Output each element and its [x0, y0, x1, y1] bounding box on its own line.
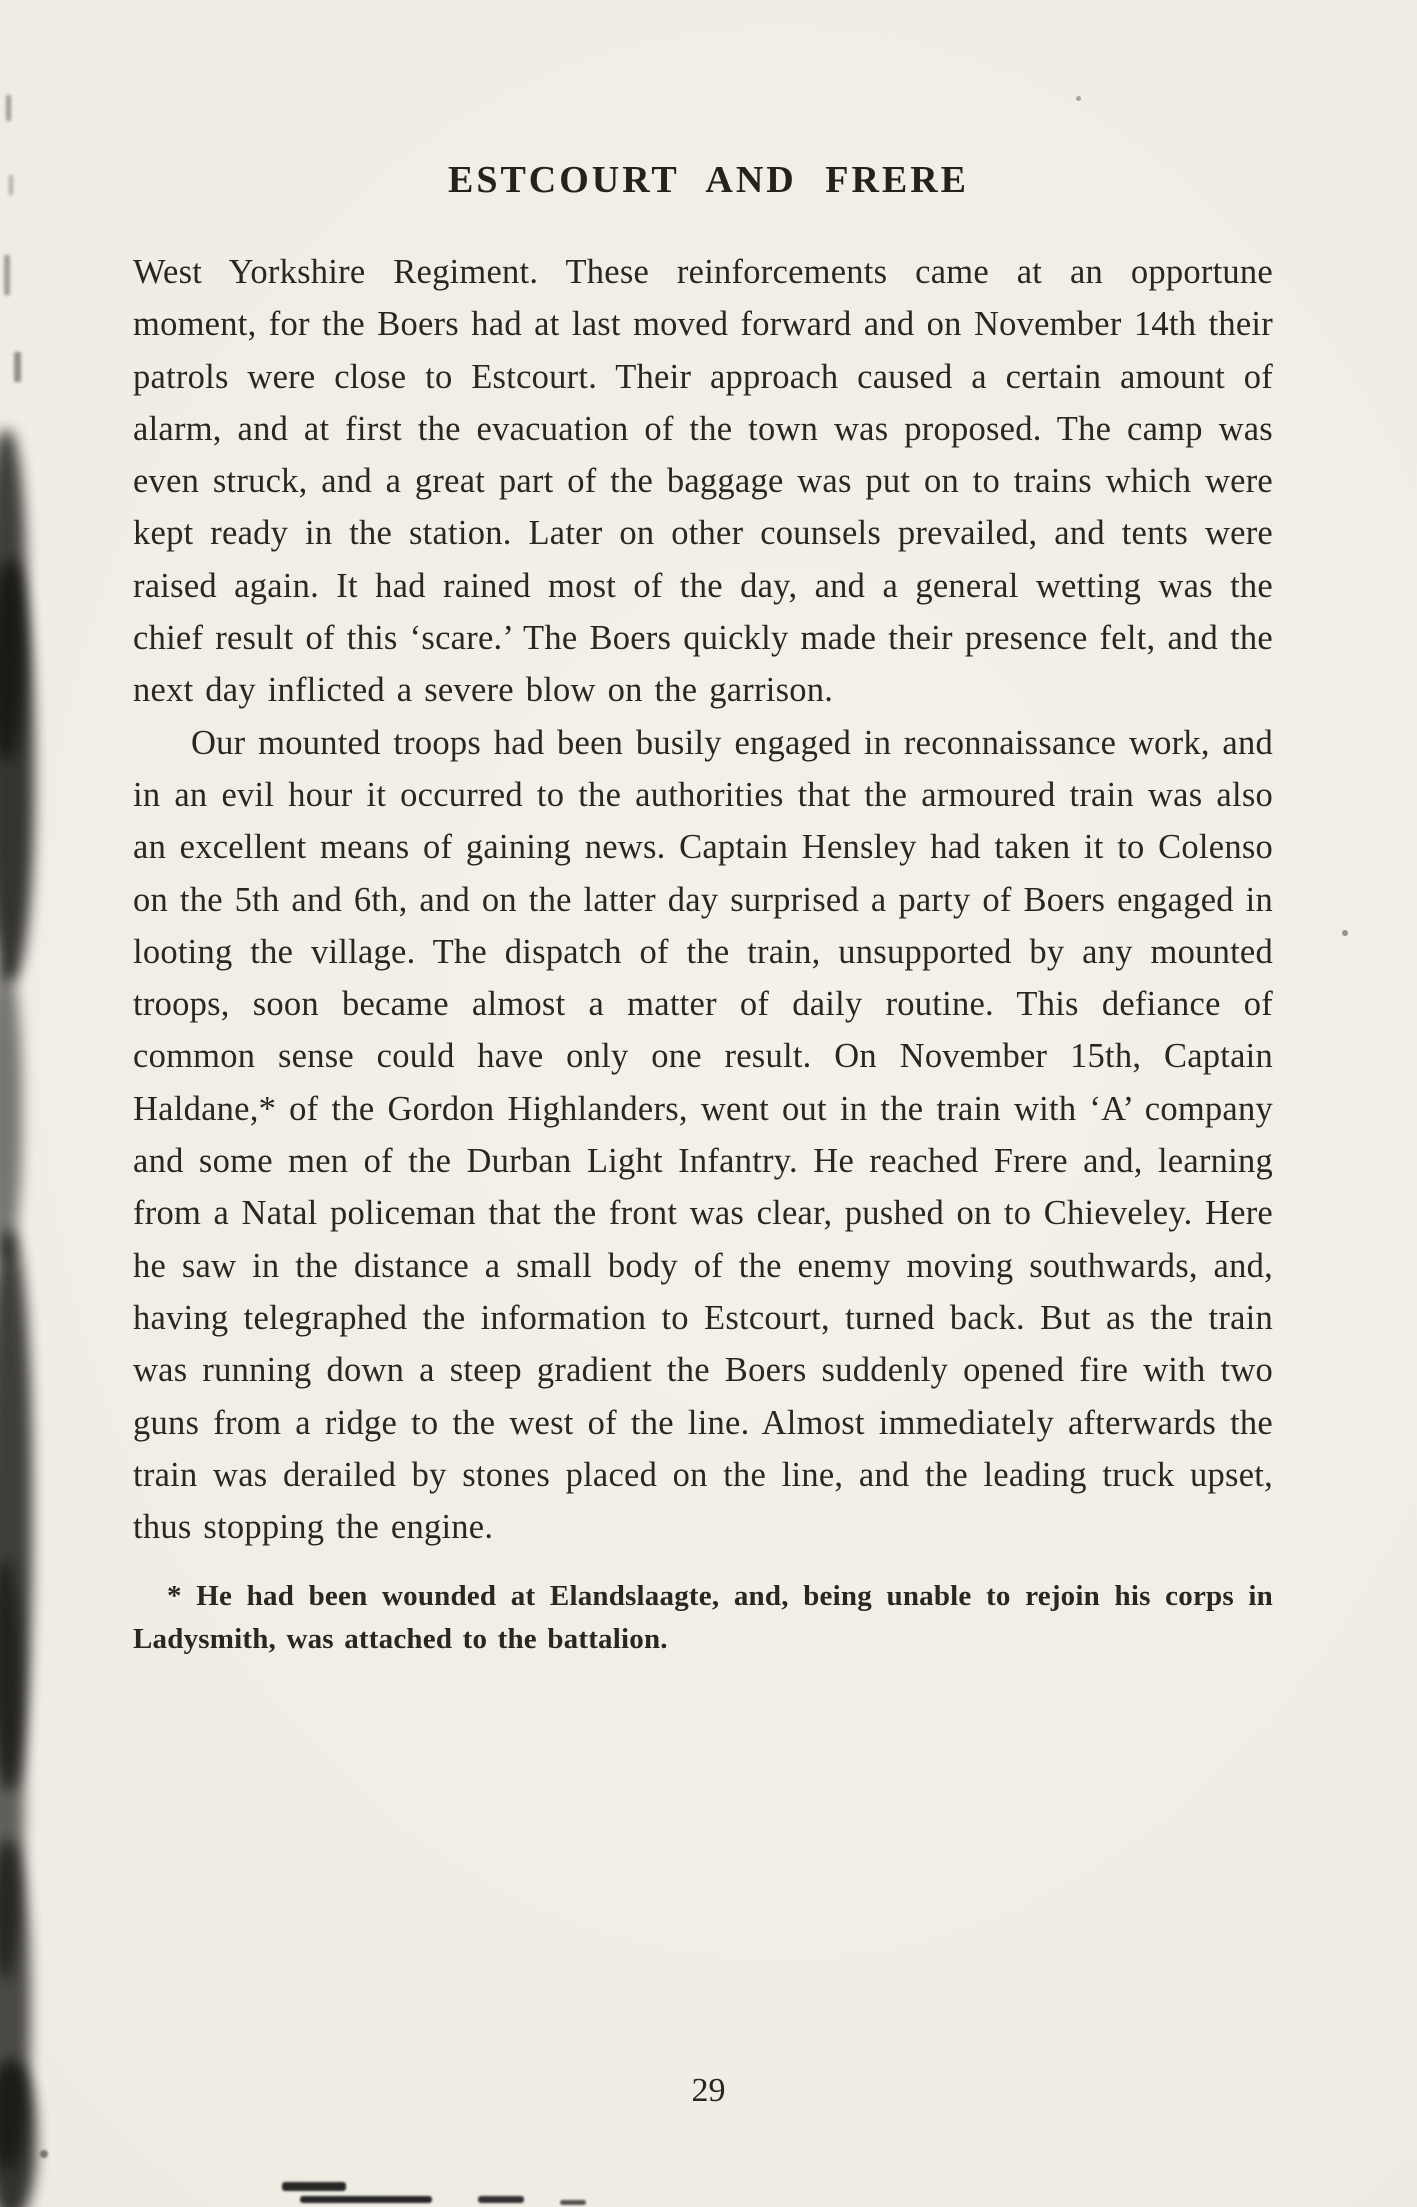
text-block	[133, 246, 1273, 1661]
scan-mark	[282, 2182, 346, 2191]
scan-gutter-smudge	[0, 430, 26, 760]
page-number: 29	[691, 2072, 726, 2109]
scan-mark	[300, 2196, 432, 2203]
scan-gutter-smudge	[0, 1230, 32, 1790]
footnote: * He had been wounded at Elandslaagte, and, being unable to rejoin his corps in Ladysmith, was attached to the battalion.	[133, 1580, 1273, 1656]
scan-mark	[478, 2196, 524, 2203]
scan-speck	[14, 352, 21, 382]
page-header: ESTCOURT AND FRERE	[447, 159, 970, 201]
scan-speck	[4, 255, 10, 295]
scan-gutter-smudge	[0, 960, 22, 1260]
body-paragraph-1: West Yorkshire Regiment. These reinforcements came at an opportune moment, for the Boers had at last moved forward and on November 14th their patrols were close to Estcourt. Their approach caused a certain amount of alarm, and at first the evacuation of the town was proposed. The camp was even struck, and a great part of the baggage was put on to trains which were kept ready in the station. Later on other counsels prevailed, and tents were raised again. It had rained most of the day, and a general wetting was the chief result of this ‘scare.’ The Boers quickly made their presence felt, and the next day inflicted a severe blow on the garrison.	[133, 253, 1273, 710]
scan-speck	[1342, 930, 1348, 936]
scan-gutter-smudge	[0, 1840, 30, 2170]
scan-gutter-smudge	[0, 1560, 24, 1980]
body-paragraph-2: Our mounted troops had been busily engaged in reconnaissance work, and in an evil hour it occurred to the authorities that the armoured train was also an excellent means of gaining news. Captain Hensley had taken it to Colenso on the 5th and 6th, and on the latter day surprised a party of Boers engaged in looting the village. The dispatch of the train, unsupported by any mounted troops, soon became almost a matter of daily routine. This defiance of common sense could have only one result. On November 15th, Captain Haldane,* of the Gordon Highlanders, went out in the train with ‘A’ company and some men of the Durban Light Infantry. He reached Frere and, learning from a Natal policeman that the front was clear, pushed on to Chieveley. Here he saw in the distance a small body of the enemy moving southwards, and, having telegraphed the information to Estcourt, turned back. But as the train was running down a steep gradient the Boers suddenly opened fire with two guns from a ridge to the west of the line. Almost immediately afterwards the train was derailed by stones placed on the line, and the leading truck upset, thus stopping the engine.	[133, 723, 1273, 1547]
scan-speck	[1076, 96, 1081, 101]
scan-speck	[40, 2150, 48, 2158]
scan-gutter-smudge	[0, 560, 34, 980]
scan-mark	[560, 2200, 586, 2205]
scan-speck	[6, 95, 11, 121]
